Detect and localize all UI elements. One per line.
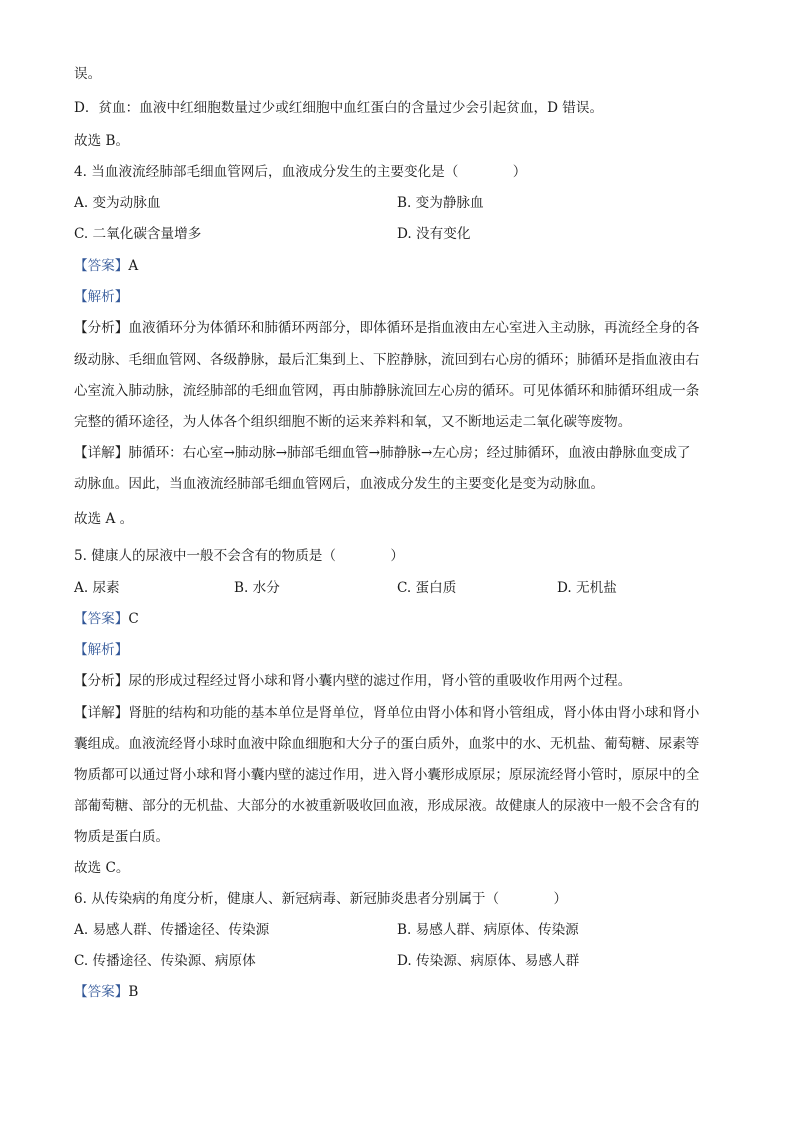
xiangjie-tag: 【详解】 [74,445,129,461]
answer-value: B [128,984,139,1000]
q6-answer [74,983,724,1001]
q5-option-d: D. 无机盐 [557,580,617,596]
answer-value: C [128,611,139,627]
answer-value: A [128,258,139,274]
q4-xiangjie-line-2: 动脉血。因此，当血液流经肺部毛细血管网后，血液成分发生的主要变化是变为动脉血。 [74,476,605,492]
q4-fenxi-line-1 [74,319,724,337]
q5-option-a: A. 尿素 [74,580,120,596]
xiangjie-text: 肺循环：右心室→肺动脉→肺部毛细血管→肺静脉→左心房；经过肺循环，血液由静脉血变成了 [128,445,691,461]
q5-xiangjie-line-1 [74,704,724,722]
answer-tag: 【答案】 [74,258,129,274]
q5-xiangjie-line-2: 囊组成。血液流经肾小球时血液中除血细胞和大分子的蛋白质外，血浆中的水、无机盐、葡萄糖、尿素等 [74,736,700,752]
q5-xiangjie-line-3: 物质都可以通过肾小球和肾小囊内壁的滤过作用，进入肾小囊形成原尿；原尿流经肾小管时，原尿中的全 [74,767,700,783]
q4-analysis-tag [74,288,724,306]
analysis-tag: 【解析】 [74,289,129,305]
fenxi-tag: 【分析】 [74,320,129,336]
q4-answer [74,257,724,275]
q6-option-b: B. 易感人群、病原体、传染源 [397,922,579,938]
q5-xiangjie-line-4: 部葡萄糖、部分的无机盐、大部分的水被重新吸收回血液，形成尿液。故健康人的尿液中一般不会含有的 [74,798,700,814]
fenxi-text: 尿的形成过程经过肾小球和肾小囊内壁的滤过作用，肾小管的重吸收作用两个过程。 [128,673,632,689]
q4-stem: 4. 当血液流经肺部毛细血管网后，血液成分发生的主要变化是（ ） [74,164,527,180]
xiangjie-text: 肾脏的结构和功能的基本单位是肾单位，肾单位由肾小体和肾小管组成，肾小体由肾小球和肾小 [128,705,700,721]
q4-xiangjie-line-1 [74,444,724,462]
q6-stem: 6. 从传染病的角度分析，健康人、新冠病毒、新冠肺炎患者分别属于（ ） [74,891,568,907]
q5-option-c: C. 蛋白质 [397,580,457,596]
q5-xiangjie-line-5: 物质是蛋白质。 [74,829,170,845]
fenxi-text: 血液循环分为体循环和肺循环两部分，即体循环是指血液由左心室进入主动脉，再流经全身的各 [128,320,700,336]
fenxi-tag: 【分析】 [74,673,129,689]
q6-option-c: C. 传播途径、传染源、病原体 [74,953,256,969]
xiangjie-tag: 【详解】 [74,705,129,721]
q5-option-b: B. 水分 [234,580,280,596]
prev-conclusion: 故选 B。 [74,133,130,149]
q4-conclusion: 故选 A 。 [74,511,134,527]
answer-tag: 【答案】 [74,611,129,627]
q5-analysis-tag [74,641,724,659]
answer-tag: 【答案】 [74,984,129,1000]
q4-fenxi-line-2: 级动脉、毛细血管网、各级静脉，最后汇集到上、下腔静脉，流回到右心房的循环；肺循环是指血液由右 [74,352,700,368]
q4-option-a: A. 变为动脉血 [74,195,161,211]
q6-option-d: D. 传染源、病原体、易感人群 [397,953,580,969]
q4-option-d: D. 没有变化 [397,226,471,242]
q4-fenxi-line-3: 心室流入肺动脉，流经肺部的毛细血管网，再由肺静脉流回左心房的循环。可见体循环和肺循环组成一条 [74,383,700,399]
q4-fenxi-line-4: 完整的循环途径，为人体各个组织细胞不断的运来养料和氧，又不断地运走二氧化碳等废物。 [74,414,632,430]
prev-option-d: D．贫血：血液中红细胞数量过少或红细胞中血红蛋白的含量过少会引起贫血，D 错误。 [74,100,604,116]
q4-option-b: B. 变为静脉血 [397,195,484,211]
q5-answer [74,610,724,628]
q5-conclusion: 故选 C。 [74,860,130,876]
q4-option-c: C. 二氧化碳含量增多 [74,226,202,242]
analysis-tag: 【解析】 [74,642,129,658]
q5-fenxi-line [74,672,724,690]
prev-tail: 误。 [74,66,102,82]
q5-stem: 5. 健康人的尿液中一般不会含有的物质是（ ） [74,548,404,564]
q6-option-a: A. 易感人群、传播途径、传染源 [74,922,270,938]
